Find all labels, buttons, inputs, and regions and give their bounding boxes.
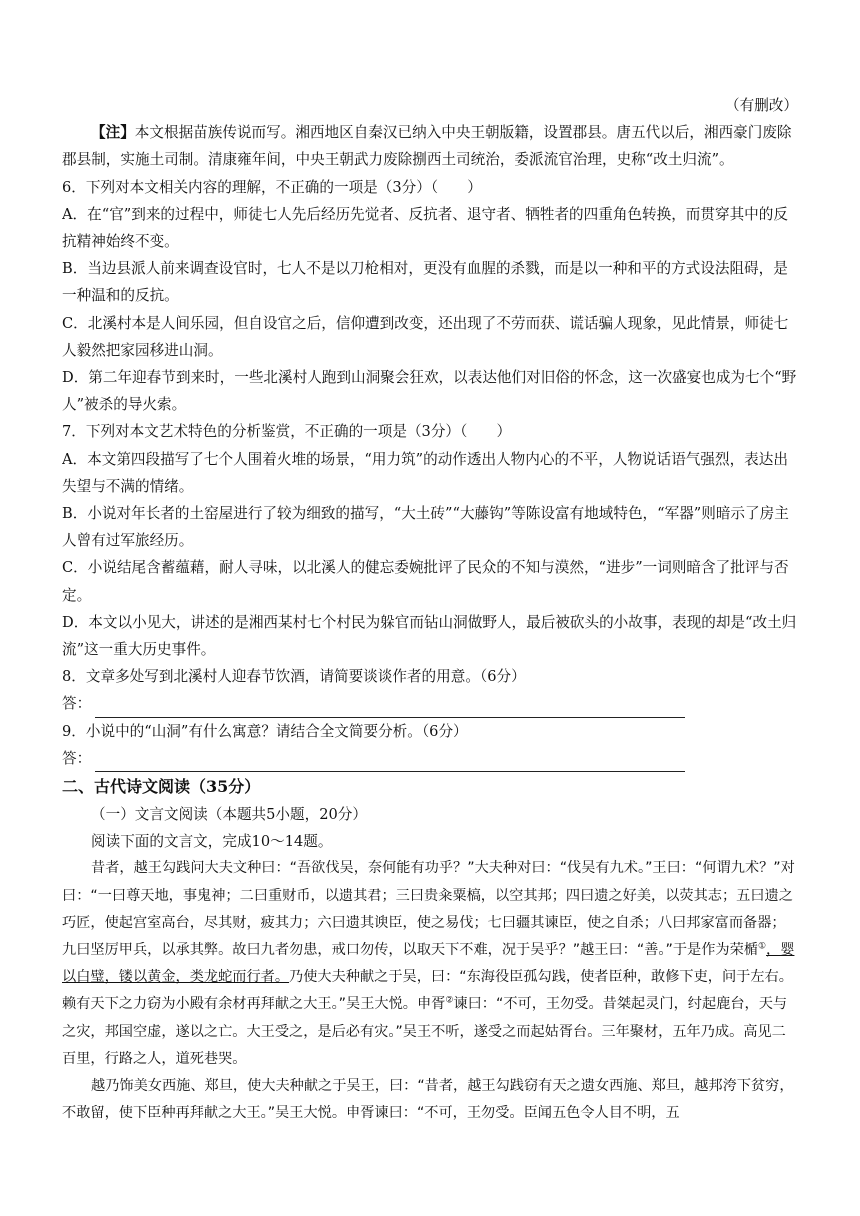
q9-answer-rule[interactable] [95,757,685,772]
q9-answer-line[interactable] [62,745,798,772]
q8-stem: 8．文章多处写到北溪村人迎春节饮酒，请简要谈谈作者的用意。（6分） [62,668,526,686]
q9-answer-label: 答： [62,749,92,767]
q6-option-a: A．在“官”到来的过程中，师徒七人先后经历先觉者、反抗者、退守者、牺牲者的四重角色转换，而贯穿其中的反抗精神始终不变。 [62,205,788,250]
q8-answer-rule[interactable] [95,703,685,718]
annotation-label: 【注】 [91,124,135,142]
q6-option-b: B．当边县派人前来调查设官时，七人不是以刀枪相对，更没有血腥的杀戮，而是以一种和平的方式设法阻碍，是一种温和的反抗。 [62,260,788,305]
q7-stem: 7．下列对本文艺术特色的分析鉴赏，不正确的一项是（3分）（ ） [62,423,512,441]
q7-option-b: B．小说对年长者的土窑屋进行了较为细致的描写，“大土砖”“大藤钩”等陈设富有地域特色，“军器”则暗示了房主人曾有过军旅经历。 [62,505,789,550]
classical-p1-part-b: 乃使大夫种献之于吴，曰：“东海役臣孤勾践，使者臣种，敢修下吏，问于左右。赖有天下之力窃为小殿有余材再拜献之大王。”吴王大悦。申胥 [62,969,793,1013]
q7-option-d: D．本文以小见大，讲述的是湘西某村七个村民为躲官而钻山洞做野人，最后被砍头的小故事，表现的却是“改土归流”这一重大历史事件。 [62,613,797,659]
section-2-title: 二、古代诗文阅读（35分） [62,776,261,796]
exam-page [62,92,798,1127]
q8-answer-line[interactable] [62,690,798,717]
edited-note: （有删改） [725,97,798,114]
classical-paragraph-2: 越乃饰美女西施、郑旦，使大夫种献之于吴王，曰：“昔者，越王勾践窃有天之遗女西施、郑旦，越邦洿下贫穷，不敢留，使下臣种再拜献之大王。”吴王大悦。申胥谏曰：“不可，王勿受。臣闻五色令人目不明，五 [62,1077,794,1122]
q6-option-d: D．第二年迎春节到来时，一些北溪村人跑到山洞聚会狂欢，以表达他们对旧俗的怀念，这一次盛宴也成为七个“野人”被杀的导火索。 [62,369,797,414]
classical-p1-part-c: 谏曰：“不可，王勿受。昔桀起灵门，纣起鹿台，天与之灾，邦国空虚，遂以之亡。大王受之，是后必有灾。”吴王不听，遂受之而起姑胥台。三年聚材，五年乃成。高见二百里，行路之人，道死巷哭。 [62,996,788,1067]
footnote-marker-2: ② [445,995,454,1006]
q6-stem: 6．下列对本文相关内容的理解，不正确的一项是（3分）（ ） [62,178,482,196]
footnote-marker-1: ① [757,941,767,952]
section-2-subtitle: （一）文言文阅读（本题共5小题，20分） [91,805,367,823]
q7-option-a: A．本文第四段描写了七个人围着火堆的场景，“用力筑”的动作透出人物内心的不平，人物说话语气强烈，表达出失望与不满的情绪。 [62,450,788,495]
classical-p1-part-a: 昔者，越王勾践问大夫文种曰：“吾欲伐吴，奈何能有功乎？”大夫种对曰：“伐吴有九术。”王曰：“何谓九术？”对曰：“一曰尊天地，事鬼神；二曰重财币，以遗其君；三曰贵籴粟槁，以空其邦；四曰遗之好美，以荧其志；五曰遗之巧匠，使起宫室高台，尽其财，疲其力；六曰遗其谀臣，使之易伐；七曰疆其谏臣，使之自杀；八曰邦家富而备器；九曰坚厉甲兵，以承其弊。故曰九者勿患，戒口勿传，以取天下不难，况于吴乎？”越王曰：“善。”于是作为荣楯 [62,860,795,958]
annotation-paragraph [62,119,798,173]
q9-stem: 9．小说中的“山洞”有什么寓意？请结合全文简要分析。（6分） [62,722,468,740]
classical-underlined-sentence: ，婴以白璧，镂以黄金，类龙蛇而行者。 [62,941,795,986]
q7-option-c: C．小说结尾含蓄蕴藉，耐人寻味，以北溪人的健忘委婉批评了民众的不知与漠然，“进步”一词则暗含了批评与否定。 [62,559,789,604]
section-2-instruction: 阅读下面的文言文，完成10～14题。 [91,833,333,851]
annotation-text: 本文根据苗族传说而写。湘西地区自秦汉已纳入中央王朝版籍，设置郡县。唐五代以后，湘西豪门废除郡县制，实施土司制。清康雍年间，中央王朝武力废除捌西土司统治，委派流官治理，史称“改土归流”。 [62,124,792,169]
classical-paragraph-1 [62,855,798,1073]
q8-answer-label: 答： [62,695,92,713]
q6-option-c: C．北溪村本是人间乐园，但自设官之后，信仰遭到改变，还出现了不劳而获、谎话骗人现象，见此情景，师徒七人毅然把家园移进山洞。 [62,314,789,359]
